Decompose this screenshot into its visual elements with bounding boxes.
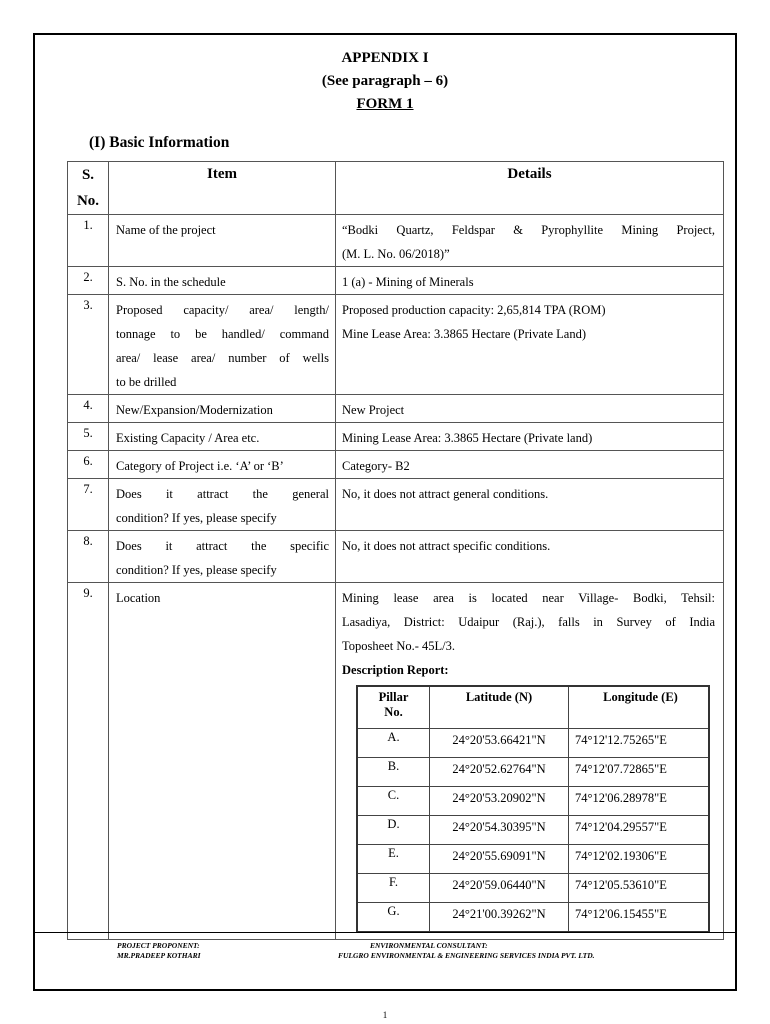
row-details: Mining lease area is located near Village- Bodki, Tehsil: Lasadiya, District: Udaipur (Raj.), falls in Survey of India Toposheet No.- 45L/3. Description Report: Pillar No. Latitude (N) Longitude (E) A. 24°20'53.66421"N 74°12'12.75265"E B. 24°20'52.62764"N 74°12'07.72865"E C. 24°20'53.20902"N 74°12'06.28978"E D. 24°20'54.30395"N 74°12'04.29557"E E. 24°20'55.69091"N 74°12'02.19306"E F. 24°20'59.06440"N 74°12'05.53610"E G. 24°21'00.39262"N 74°12'06.15455"E [336, 583, 724, 940]
pillar-coordinates-table [356, 685, 710, 933]
row-details: No, it does not attract specific conditions. [336, 531, 724, 583]
pillar-latitude: 24°20'53.20902"N [430, 787, 569, 816]
pillar-longitude: 74°12'07.72865"E [569, 758, 710, 787]
header-longitude: Longitude (E) [569, 686, 710, 729]
pillar-no: E. [357, 845, 430, 874]
consultant-label: ENVIRONMENTAL CONSULTANT: [370, 941, 488, 950]
footer-divider [35, 932, 735, 933]
row-item: Does it attract the specific condition? If yes, please specify [109, 531, 336, 583]
pillar-longitude: 74°12'12.75265"E [569, 729, 710, 758]
pillar-longitude: 74°12'02.19306"E [569, 845, 710, 874]
row-sno: 2. [68, 267, 109, 295]
row-sno: 3. [68, 295, 109, 395]
basic-information-table [67, 161, 724, 940]
pillar-row [357, 903, 709, 933]
proponent-name: MR.PRADEEP KOTHARI [117, 951, 201, 960]
row-details: 1 (a) - Mining of Minerals [336, 267, 724, 295]
row-item: Does it attract the general condition? If yes, please specify [109, 479, 336, 531]
footer-proponent [117, 941, 201, 961]
row-details: No, it does not attract general conditions. [336, 479, 724, 531]
row-item: Existing Capacity / Area etc. [109, 423, 336, 451]
header-pillar-no: Pillar No. [357, 686, 430, 729]
pillar-latitude: 24°20'55.69091"N [430, 845, 569, 874]
proponent-label: PROJECT PROPONENT: [117, 941, 200, 950]
row-item: Location [109, 583, 336, 940]
row-sno: 1. [68, 215, 109, 267]
table-row [68, 583, 724, 940]
table-row [68, 395, 724, 423]
row-details: “Bodki Quartz, Feldspar & Pyrophyllite Mining Project, (M. L. No. 06/2018)” [336, 215, 724, 267]
header-latitude: Latitude (N) [430, 686, 569, 729]
consultant-name: FULGRO ENVIRONMENTAL & ENGINEERING SERVICES INDIA PVT. LTD. [338, 951, 595, 960]
pillar-header-row [357, 686, 709, 729]
row-details: New Project [336, 395, 724, 423]
pillar-no: F. [357, 874, 430, 903]
pillar-row [357, 729, 709, 758]
pillar-no: G. [357, 903, 430, 933]
pillar-row [357, 845, 709, 874]
table-row [68, 479, 724, 531]
row-sno: 9. [68, 583, 109, 940]
pillar-latitude: 24°20'52.62764"N [430, 758, 569, 787]
row-sno: 6. [68, 451, 109, 479]
pillar-longitude: 74°12'06.15455"E [569, 903, 710, 933]
header-details: Details [336, 162, 724, 215]
appendix-title: APPENDIX I [341, 50, 429, 66]
pillar-row [357, 816, 709, 845]
pillar-longitude: 74°12'04.29557"E [569, 816, 710, 845]
pillar-latitude: 24°21'00.39262"N [430, 903, 569, 933]
pillar-longitude: 74°12'06.28978"E [569, 787, 710, 816]
footer-consultant [338, 941, 595, 961]
pillar-row [357, 874, 709, 903]
row-sno: 4. [68, 395, 109, 423]
row-item: New/Expansion/Modernization [109, 395, 336, 423]
pillar-no: C. [357, 787, 430, 816]
row-details: Category- B2 [336, 451, 724, 479]
pillar-row [357, 787, 709, 816]
pillar-latitude: 24°20'53.66421"N [430, 729, 569, 758]
row-item: Category of Project i.e. ‘A’ or ‘B’ [109, 451, 336, 479]
table-row [68, 451, 724, 479]
table-row [68, 423, 724, 451]
table-header-row [68, 162, 724, 215]
row-item: S. No. in the schedule [109, 267, 336, 295]
pillar-row [357, 758, 709, 787]
row-sno: 5. [68, 423, 109, 451]
table-row [68, 531, 724, 583]
header-item: Item [109, 162, 336, 215]
table-row [68, 215, 724, 267]
pillar-latitude: 24°20'54.30395"N [430, 816, 569, 845]
row-item: Proposed capacity/ area/ length/ tonnage to be handled/ command area/ lease area/ number of wells to be drilled [109, 295, 336, 395]
pillar-no: A. [357, 729, 430, 758]
pillar-longitude: 74°12'05.53610"E [569, 874, 710, 903]
form-title: FORM 1 [356, 96, 414, 112]
page-number: 1 [382, 1010, 388, 1020]
row-details: Mining Lease Area: 3.3865 Hectare (Private land) [336, 423, 724, 451]
row-details: Proposed production capacity: 2,65,814 TPA (ROM) Mine Lease Area: 3.3865 Hectare (Private Land) [336, 295, 724, 395]
header-sno: S. No. [68, 162, 109, 215]
table-row [68, 295, 724, 395]
pillar-no: B. [357, 758, 430, 787]
description-report-label: Description Report: [342, 663, 449, 677]
table-row [68, 267, 724, 295]
row-item: Name of the project [109, 215, 336, 267]
row-sno: 7. [68, 479, 109, 531]
pillar-latitude: 24°20'59.06440"N [430, 874, 569, 903]
paragraph-reference: (See paragraph – 6) [321, 73, 449, 89]
pillar-no: D. [357, 816, 430, 845]
section-title: (I) Basic Information [89, 134, 230, 151]
row-sno: 8. [68, 531, 109, 583]
